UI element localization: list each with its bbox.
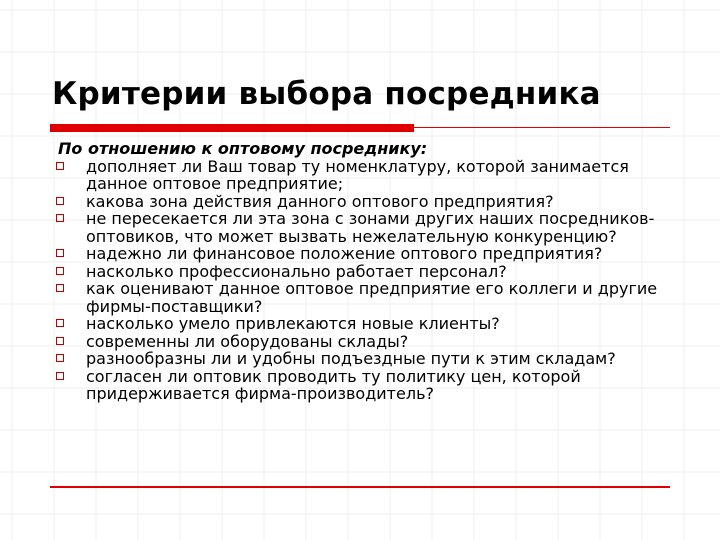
list-item (56, 280, 676, 315)
list-item-text: как оценивают данное оптовое предприятие его коллеги и другие фирмы-поставщики? (86, 279, 658, 316)
hollow-square-bullet-icon (56, 162, 64, 170)
hollow-square-bullet-icon (56, 197, 64, 205)
list-item (56, 333, 676, 351)
hollow-square-bullet-icon (56, 354, 64, 362)
list-item (56, 368, 676, 403)
list-item (56, 158, 676, 193)
list-item (56, 193, 676, 211)
list-item (56, 263, 676, 281)
list-item-text: насколько профессионально работает персонал? (86, 261, 507, 281)
list-item (56, 245, 676, 263)
title-underline-line (414, 127, 670, 128)
title-underline-accent (50, 124, 414, 132)
list-item (56, 315, 676, 333)
list-item-text: надежно ли финансовое положение оптового предприятия? (86, 244, 603, 263)
hollow-square-bullet-icon (56, 319, 64, 327)
hollow-square-bullet-icon (56, 214, 64, 222)
bottom-rule (50, 486, 670, 488)
list-item-text: разнообразны ли и удобны подъездные пути к этим складам? (86, 349, 616, 368)
hollow-square-bullet-icon (56, 249, 64, 257)
list-item-text: согласен ли оптовик проводить ту политику цен, которой придерживается фирма-производитель? (86, 366, 581, 403)
hollow-square-bullet-icon (56, 284, 64, 292)
list-item (56, 350, 676, 368)
slide-title: Критерии выбора посредника (52, 76, 601, 112)
subheading: По отношению к оптовому посреднику: (58, 139, 428, 158)
slide-content (56, 140, 676, 403)
hollow-square-bullet-icon (56, 337, 64, 345)
list-item-text: современны ли оборудованы склады? (86, 331, 409, 351)
list-item (56, 210, 676, 245)
criteria-list (56, 158, 676, 403)
list-item-text: дополняет ли Ваш товар ту номенклатуру, которой занимается данное оптовое предприятие; (86, 156, 629, 193)
list-item-text: не пересекается ли эта зона с зонами других наших посредников-оптовиков, что может вызвать нежелательную конкуренцию? (86, 209, 655, 246)
list-item-text: какова зона действия данного оптового предприятия? (86, 191, 554, 211)
hollow-square-bullet-icon (56, 372, 64, 380)
list-item-text: насколько умело привлекаются новые клиенты? (86, 314, 500, 333)
hollow-square-bullet-icon (56, 267, 64, 275)
